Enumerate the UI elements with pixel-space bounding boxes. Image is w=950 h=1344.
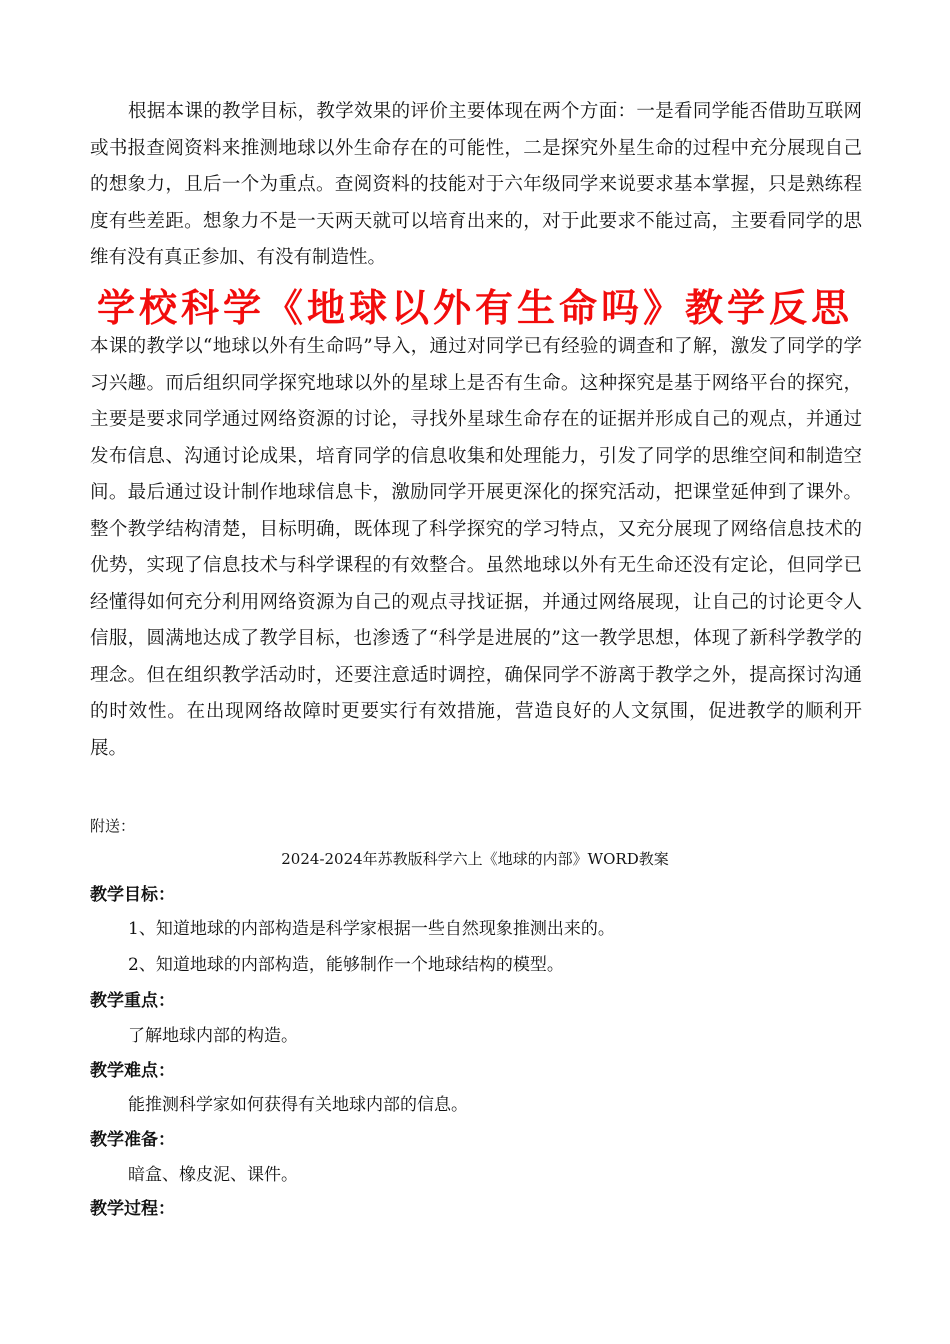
intro-paragraph: 根据本课的教学目标，教学效果的评价主要体现在两个方面：一是看同学能否借助互联网或书报查阅资料来推测地球以外生命存在的可能性，二是探究外星生命的过程中充分展现自己的想象力，且后一个为重点。查阅资料的技能对于六年级同学来说要求基本掌握，只是熟练程度有些差距。想象力不是一天两天就可以培育出来的，对于此要求不能过高，主要看同学的思维有没有真正参加、有没有制造性。 [90,101,862,268]
process-label: 教学过程： [90,1199,175,1219]
key-point-label: 教学重点： [90,991,175,1011]
objective-1: 1、知道地球的内部构造是科学家根据一些自然现象推测出来的。 [128,919,615,939]
preparation-text: 暗盒、橡皮泥、课件。 [128,1165,298,1185]
preparation-label: 教学准备： [90,1130,175,1150]
key-point-text: 了解地球内部的构造。 [128,1026,298,1046]
appendix-label: 附送： [90,817,136,835]
objective-2: 2、知道地球的内部构造，能够制作一个地球结构的模型。 [128,955,564,975]
difficulty-label: 教学难点： [90,1061,175,1081]
appendix-title: 2024-2024年苏教版科学六上《地球的内部》WORD教案 [281,850,669,868]
reflection-title: 学校科学《地球以外有生命吗》教学反思 [96,286,853,330]
objectives-label: 教学目标： [90,885,175,905]
difficulty-text: 能推测科学家如何获得有关地球内部的信息。 [128,1095,468,1115]
reflection-paragraph: 本课的教学以“地球以外有生命吗”导入，通过对同学已有经验的调查和了解，激发了同学的学习兴趣。而后组织同学探究地球以外的星球上是否有生命。这种探究是基于网络平台的探究，主要是要求同学通过网络资源的讨论，寻找外星球生命存在的证据并形成自己的观点，并通过发布信息、沟通讨论成果，培育同学的信息收集和处理能力，引发了同学的思维空间和制造空间。最后通过设计制作地球信息卡，激励同学开展更深化的探究活动，把课堂延伸到了课外。整个教学结构清楚，目标明确，既体现了科学探究的学习特点，又充分展现了网络信息技术的优势，实现了信息技术与科学课程的有效整合。虽然地球以外有无生命还没有定论，但同学已经懂得如何充分利用网络资源为自己的观点寻找证据，并通过网络展现，让自己的讨论更令人信服，圆满地达成了教学目标，也渗透了“科学是进展的”这一教学思想，体现了新科学教学的理念。但在组织教学活动时，还要注意适时调控，确保同学不游离于教学之外，提高探讨沟通的时效性。在出现网络故障时更要实行有效措施，营造良好的人文氛围，促进教学的顺利开展。 [90,336,862,759]
